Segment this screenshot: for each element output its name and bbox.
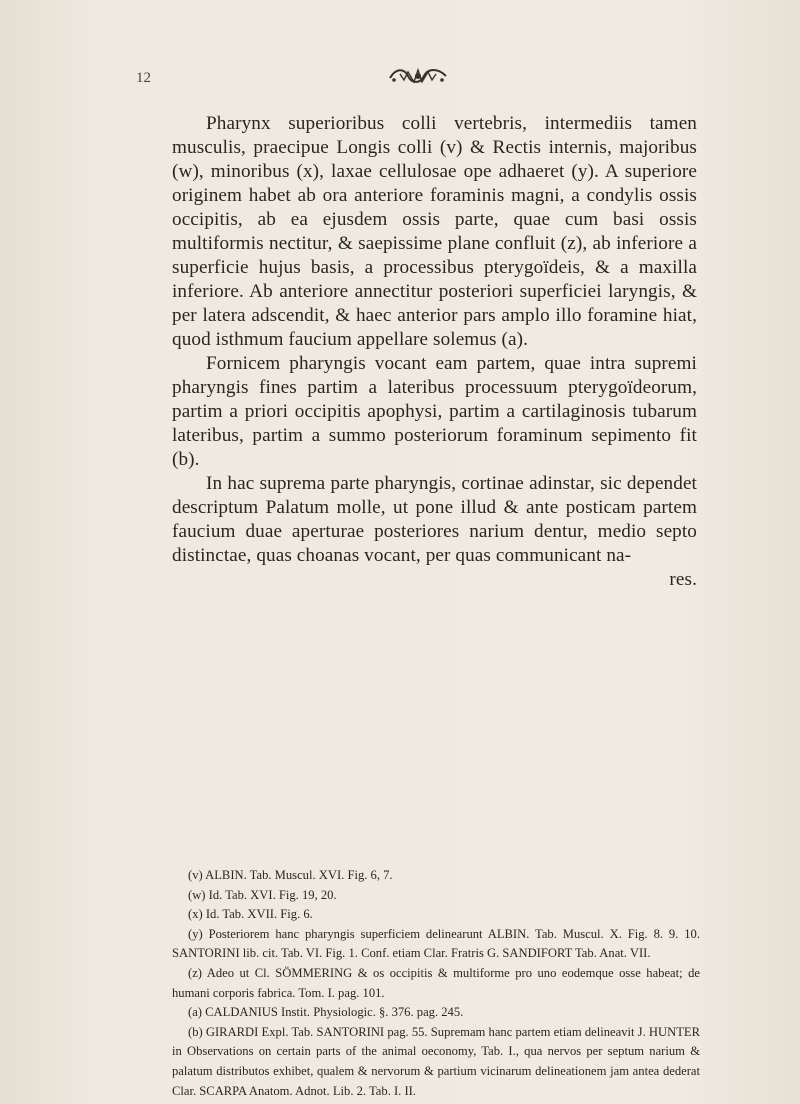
paragraph-end-fragment: res. bbox=[669, 569, 697, 590]
paragraph-palatum: In hac suprema parte pharyngis, cortinae adinstar, sic dependet descriptum Palatum molle, ut pone illud & ante posticam partem faucium duae aperturae posteriores narium dentur, medio septo distinctae, quas choanas vocant, per quas communicant na- bbox=[172, 473, 697, 566]
page-header bbox=[136, 70, 680, 94]
printers-ornament-icon bbox=[386, 64, 450, 92]
footnote-b: (b) GIRARDI Expl. Tab. SANTORINI pag. 55. Supremam hanc partem etiam delineavit J. HUNTER in Observations on certain parts of the animal oeconomy, Tab. I., qua nervos per septum narium & palatum distributos exhibet, qualem & nervorum & partium vicinarum delineationem jam antea dederat Clar. SCARPA Anatom. Adnot. Lib. 2. Tab. I. II. bbox=[172, 1024, 700, 1098]
paragraph-pharynx: Pharynx superioribus colli vertebris, intermediis tamen musculis, praecipue Longis colli (v) & Rectis internis, majoribus (w), minoribus (x), laxae cellulosae ope adhaeret (y). A superiore originem habet ab ora anteriore foraminis magni, a condylis ossis occipitis, ab ea ejusdem ossis parte, quae cum basi ossis multiformis nectitur, & saepissime plane confluit (z), ab inferiore a superficie hujus basis, a processibus pterygoïdeis, & a maxilla inferiore. Ab anteriore annectitur posteriori superficiei laryngis, & per latera adscendit, & haec anterior pars amplo illo foramine hiat, quod isthmum faucium appellare solemus (a). bbox=[172, 113, 697, 350]
footnote-y: (y) Posteriorem hanc pharyngis superficiem delinearunt ALBIN. Tab. Muscul. X. Fig. 8. 9. 10. SANTORINI lib. cit. Tab. VI. Fig. 1. Conf. etiam Clar. Fratris G. SANDIFORT Tab. Anat. VII. bbox=[172, 926, 700, 961]
main-text bbox=[172, 112, 697, 592]
footnotes bbox=[172, 866, 700, 1101]
footnote-w: (w) Id. Tab. XVI. Fig. 19, 20. bbox=[188, 887, 337, 902]
page-number: 12 bbox=[136, 70, 151, 86]
footnote-a: (a) CALDANIUS Instit. Physiologic. §. 376. pag. 245. bbox=[188, 1005, 464, 1020]
footnote-z: (z) Adeo ut Cl. SÖMMERING & os occipitis & multiforme pro uno eodemque osse habeat; de humani corporis fabrica. Tom. I. pag. 101. bbox=[172, 965, 700, 1000]
footnote-x: (x) Id. Tab. XVII. Fig. 6. bbox=[188, 907, 313, 922]
paragraph-fornix: Fornicem pharyngis vocant eam partem, quae intra supremi pharyngis fines partim a lateribus processuum pterygoïdeorum, partim a priori occipitis apophysi, partim a cartilaginosis tubarum lateribus, partim a summo posteriorum foraminum sepimento fit (b). bbox=[172, 353, 697, 470]
footnote-v: (v) ALBIN. Tab. Muscul. XVI. Fig. 6, 7. bbox=[188, 868, 393, 882]
